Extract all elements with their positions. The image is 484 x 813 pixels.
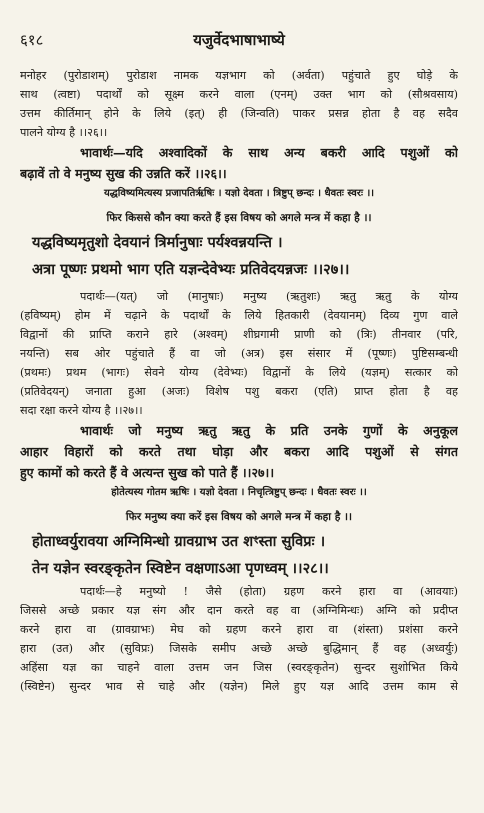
mantra-line: अत्रा पूष्णः प्रथमो भाग एति यज्ञन्देवेभ्यः प्रतिवेदयन्नजः ।।२७।। <box>32 261 350 278</box>
padarth-line: हारा (उत) और (सुविप्रः) जिसके समीप अच्छे अच्छे बुद्धिमान् हैं वह (अध्वर्युः) <box>20 642 458 655</box>
padarth-line: (प्रथमः) प्रथम (भागः) सेवने योग्य (देवेभ्यः) विद्वानों के लिये (यज्ञम्) सत्कार को <box>20 366 458 379</box>
padarth-line: अहिंसा यज्ञ का चाहने वाला उत्तम जन जिस (स्वरङ्कृतेन) सुन्दर सुशोभित किये <box>20 661 458 674</box>
padarth-line: (स्विष्टेन) सुन्दर भाव से चाहे और (यज्ञेन) मिले हुए यज्ञ आदि उत्तम काम से <box>20 680 458 693</box>
padarth-line: (प्रतिवेदयन्) जनाता हुआ (अजः) विशेष पशु बकरा (एति) प्राप्त होता है वह <box>20 385 458 398</box>
mantra-meta: यद्धविष्यमित्यस्य प्रजापतिर्ऋषिः । यज्ञो देवता । त्रिष्टुप् छन्दः । धैवतः स्वरः ।। <box>103 188 375 199</box>
padarth-line: पदार्थः—(यत्) जो (मानुषाः) मनुष्य (ऋतुशः) ऋतु ऋतु के योग्य <box>80 290 458 303</box>
running-title: यजुर्वेदभाषाभाष्ये <box>193 31 285 49</box>
padarth-line: करने हारा वा (ग्रावग्राभः) मेघ को ग्रहण करने हारा वा (शंस्ता) प्रशंसा करने <box>20 623 458 636</box>
bhavarth-line: भावार्थः—यदि अश्वादिकों के साथ अन्य बकरी आदि पशुओं को <box>80 145 458 160</box>
page-header <box>20 30 458 50</box>
text-line: उत्तम कीर्तिमान् होने के लिये (इत्) ही (जिन्वति) पाकर प्रसन्न होता है वह सदैव <box>20 107 458 120</box>
bhavarth-line: बढ़ावें तो वे मनुष्य सुख की उन्नति करें ।।२६।। <box>20 166 227 181</box>
page-body <box>20 66 458 696</box>
page-number: ६१८ <box>20 31 44 49</box>
padarth-line: नयन्ति) सब ओर पहुंचाते हैं वा जो (अत्र) इस संसार में (पूष्णः) पुष्टिसम्बन्धी <box>20 347 458 360</box>
bhavarth-line: भावार्थः जो मनुष्य ऋतु ऋतु के प्रति उनके गुणों के अनुकूल <box>80 423 458 438</box>
mantra-line: यद्धविष्यमृतुशो देवयानं त्रिर्मानुषाः पर्यश्वन्नयन्ति । <box>32 234 283 251</box>
mantra-line: तेन यज्ञेन स्वरङ्कृतेन स्विष्टेन वक्षणाऽआ पृणध्वम् ।।२८।। <box>32 560 329 577</box>
section-heading: फिर मनुष्य क्या करें इस विषय को अगले मन्त्र में कहा है ।। <box>125 511 353 523</box>
padarth-line: (हविष्यम्) होम में चढ़ाने के पदार्थों के लिये हितकारी (देवयानम्) दिव्य गुण वाले <box>20 309 458 322</box>
padarth-line: जिससे अच्छे प्रकार यज्ञ संग और दान करते वह वा (अग्निमिन्धः) अग्नि को प्रदीप्त <box>20 604 458 617</box>
bhavarth-line: हुए कामों को करते हैं वे अत्यन्त सुख को पाते हैं ।।२७।। <box>20 465 275 480</box>
padarth-line: पदार्थः—हे मनुष्यो ! जैसे (होता) ग्रहण करने हारा वा (आवयाः) <box>80 585 458 598</box>
padarth-line: विद्वानों की प्राप्ति कराने हारे (अश्वम्) शीघ्रगामी प्राणी को (त्रिः) तीनवार (परि, <box>20 328 458 341</box>
section-heading: फिर किससे कौन क्या करते हैं इस विषय को अगले मन्त्र में कहा है ।। <box>106 212 372 224</box>
text-line: मनोहर (पुरोडाशम्) पुरोडाश नामक यज्ञभाग को (अर्वता) पहुंचाते हुए घोड़े के <box>20 69 458 82</box>
text-line: साथ (त्वष्टा) पदार्थों को सूक्ष्म करने वाला (एनम्) उक्त भाग को (सौश्रवसाय) <box>20 88 458 101</box>
bhavarth-line: आहार विहारों को करते तथा घोड़ा और बकरा आदि पशुओं से संगत <box>20 444 458 459</box>
mantra-meta: होतेत्यस्य गोतम ऋषिः । यज्ञो देवता । निचृत्त्रिष्टुप् छन्दः । धैवतः स्वरः ।। <box>111 487 367 498</box>
mantra-line: होताध्वर्युरावया अग्निमिन्धो ग्रावग्राभ उत शꣳस्ता सुविप्रः । <box>32 533 326 550</box>
text-line: पालने योग्य है ।।२६।। <box>20 126 108 139</box>
padarth-line: सदा रक्षा करने योग्य है ।।२७।। <box>20 404 143 417</box>
